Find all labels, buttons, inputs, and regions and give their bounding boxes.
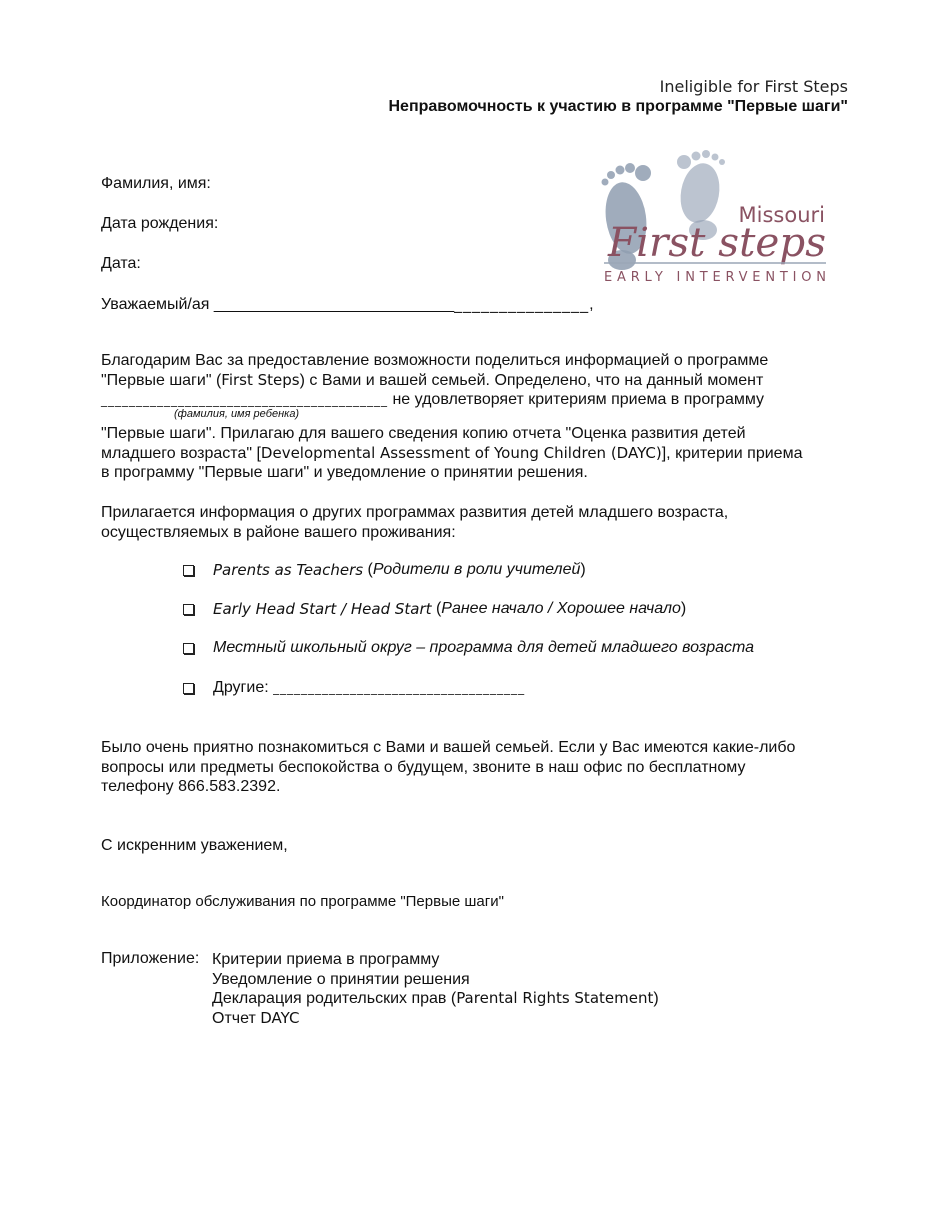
closing-line-1: Было очень приятно познакомиться с Вами и вашей семьей. Если у Вас имеются какие-либо — [101, 739, 796, 756]
option-parents-as-teachers[interactable]: Parents as Teachers ( Родители в роли учителей ) — [183, 560, 586, 580]
closing-line-2: вопросы или предметы беспокойства о будущем, звоните в наш офис по бесплатному — [101, 758, 746, 776]
checkbox[interactable] — [183, 683, 194, 694]
salutation-comma: , — [589, 296, 594, 313]
intro-line-1: Благодарим Вас за предоставление возможности поделиться информацией о программе — [101, 352, 769, 369]
checkbox[interactable] — [183, 604, 194, 615]
option-1-english: Parents as Teachers — [213, 561, 364, 579]
closing-paragraph — [101, 738, 861, 797]
birth-date-label: Дата рождения: — [101, 215, 219, 232]
intro-paragraph-continued — [101, 424, 861, 483]
child-name-blank[interactable]: _________________________________________ — [101, 393, 388, 407]
option-local-school-district[interactable] — [183, 638, 754, 658]
checkbox[interactable] — [183, 565, 194, 576]
checkbox[interactable] — [183, 643, 194, 654]
regards-text: С искренним уважением, — [101, 837, 288, 854]
option-3-text: Местный школьный округ – программа для детей младшего возраста — [213, 639, 755, 656]
document-title-russian: Неправомочность к участию в программе "Первые шаги" — [388, 98, 848, 115]
left-foot-toe-2 — [625, 163, 635, 173]
logo-state-text: Missouri — [738, 203, 825, 227]
intro-line-5: младшего возраста" [Developmental Assessment of Young Children (DAYC)], критерии приема — [101, 443, 803, 462]
right-foot-toe-3 — [702, 150, 710, 158]
right-foot-toe-2 — [692, 152, 701, 161]
coordinator-signature-line: Координатор обслуживания по программе "Первые шаги" — [101, 893, 504, 910]
child-name-label: Фамилия, имя: — [101, 175, 211, 192]
attachments-list — [212, 950, 812, 1028]
parental-rights-english: Parental Rights Statement — [456, 989, 654, 1007]
intro-line-3: _________________________________________ не удовлетворяет критериям приема в программу — [101, 391, 765, 408]
option-4-label: Другие: — [213, 679, 269, 696]
footprints-logo-graphic — [600, 148, 832, 286]
right-foot-toe-5 — [719, 159, 725, 165]
option-2-english: Early Head Start / Head Start — [213, 600, 432, 618]
left-foot-big-toe — [635, 165, 651, 181]
attachment-decision-notice: Уведомление о принятии решения — [212, 970, 470, 988]
left-foot-toe-4 — [607, 171, 615, 179]
salutation-line — [101, 294, 594, 314]
attachment-dayc-report: Отчет DAYC — [212, 1008, 300, 1027]
other-program-blank[interactable]: ____________________________________ — [273, 681, 526, 695]
attachment-criteria: Критерии приема в программу — [212, 951, 440, 968]
closing-line-3: телефону 866.583.2392. — [101, 778, 281, 795]
attachments-label: Приложение: — [101, 950, 200, 967]
intro-line-2: "Первые шаги" (First Steps) с Вами и вашей семьей. Определено, что на данный момент — [101, 370, 764, 389]
intro-paragraph — [101, 351, 861, 411]
left-foot-toe-3 — [616, 166, 625, 175]
right-foot-big-toe — [677, 155, 691, 169]
salutation-text: Уважаемый/ая — [101, 296, 210, 313]
option-2-russian: Ранее начало / Хорошее начало — [441, 600, 681, 617]
salutation-blank-solid[interactable]: ___________________________ — [213, 296, 455, 313]
date-label: Дата: — [101, 255, 141, 272]
programs-paragraph — [101, 503, 861, 542]
child-name-caption: (фамилия, имя ребенка) — [174, 408, 300, 420]
dayc-full-name: Developmental Assessment of Young Children (DAYC) — [260, 443, 662, 462]
option-other[interactable] — [183, 678, 525, 698]
logo-brand-text: First steps — [606, 220, 826, 266]
programs-line-2: осуществляемых в районе вашего проживания: — [101, 523, 456, 541]
document-title-english: Ineligible for First Steps — [659, 77, 848, 96]
option-1-russian: Родители в роли учителей — [372, 561, 581, 578]
intro-line-6: в программу "Первые шаги" и уведомление о принятии решения. — [101, 464, 588, 481]
left-foot-toe-5 — [602, 179, 609, 186]
missouri-first-steps-logo — [600, 148, 832, 286]
logo-tagline-text: EARLY INTERVENTION — [604, 270, 826, 285]
intro-line-4: "Первые шаги". Прилагаю для вашего сведения копию отчета "Оценка развития детей — [101, 425, 746, 442]
dayc-abbreviation: DAYC — [260, 1008, 300, 1027]
right-foot-toe-4 — [712, 154, 719, 161]
right-foot-sole — [676, 160, 724, 226]
attachment-parental-rights: Декларация родительских прав (Parental Rights Statement) — [212, 989, 659, 1007]
first-steps-english: First Steps — [221, 370, 300, 389]
programs-line-1: Прилагается информация о других программах развития детей младшего возраста, — [101, 504, 729, 521]
salutation-blank-dashed[interactable]: _______________ — [454, 294, 590, 313]
option-early-head-start[interactable]: Early Head Start / Head Start ( Ранее начало / Хорошее начало ) — [183, 599, 686, 619]
